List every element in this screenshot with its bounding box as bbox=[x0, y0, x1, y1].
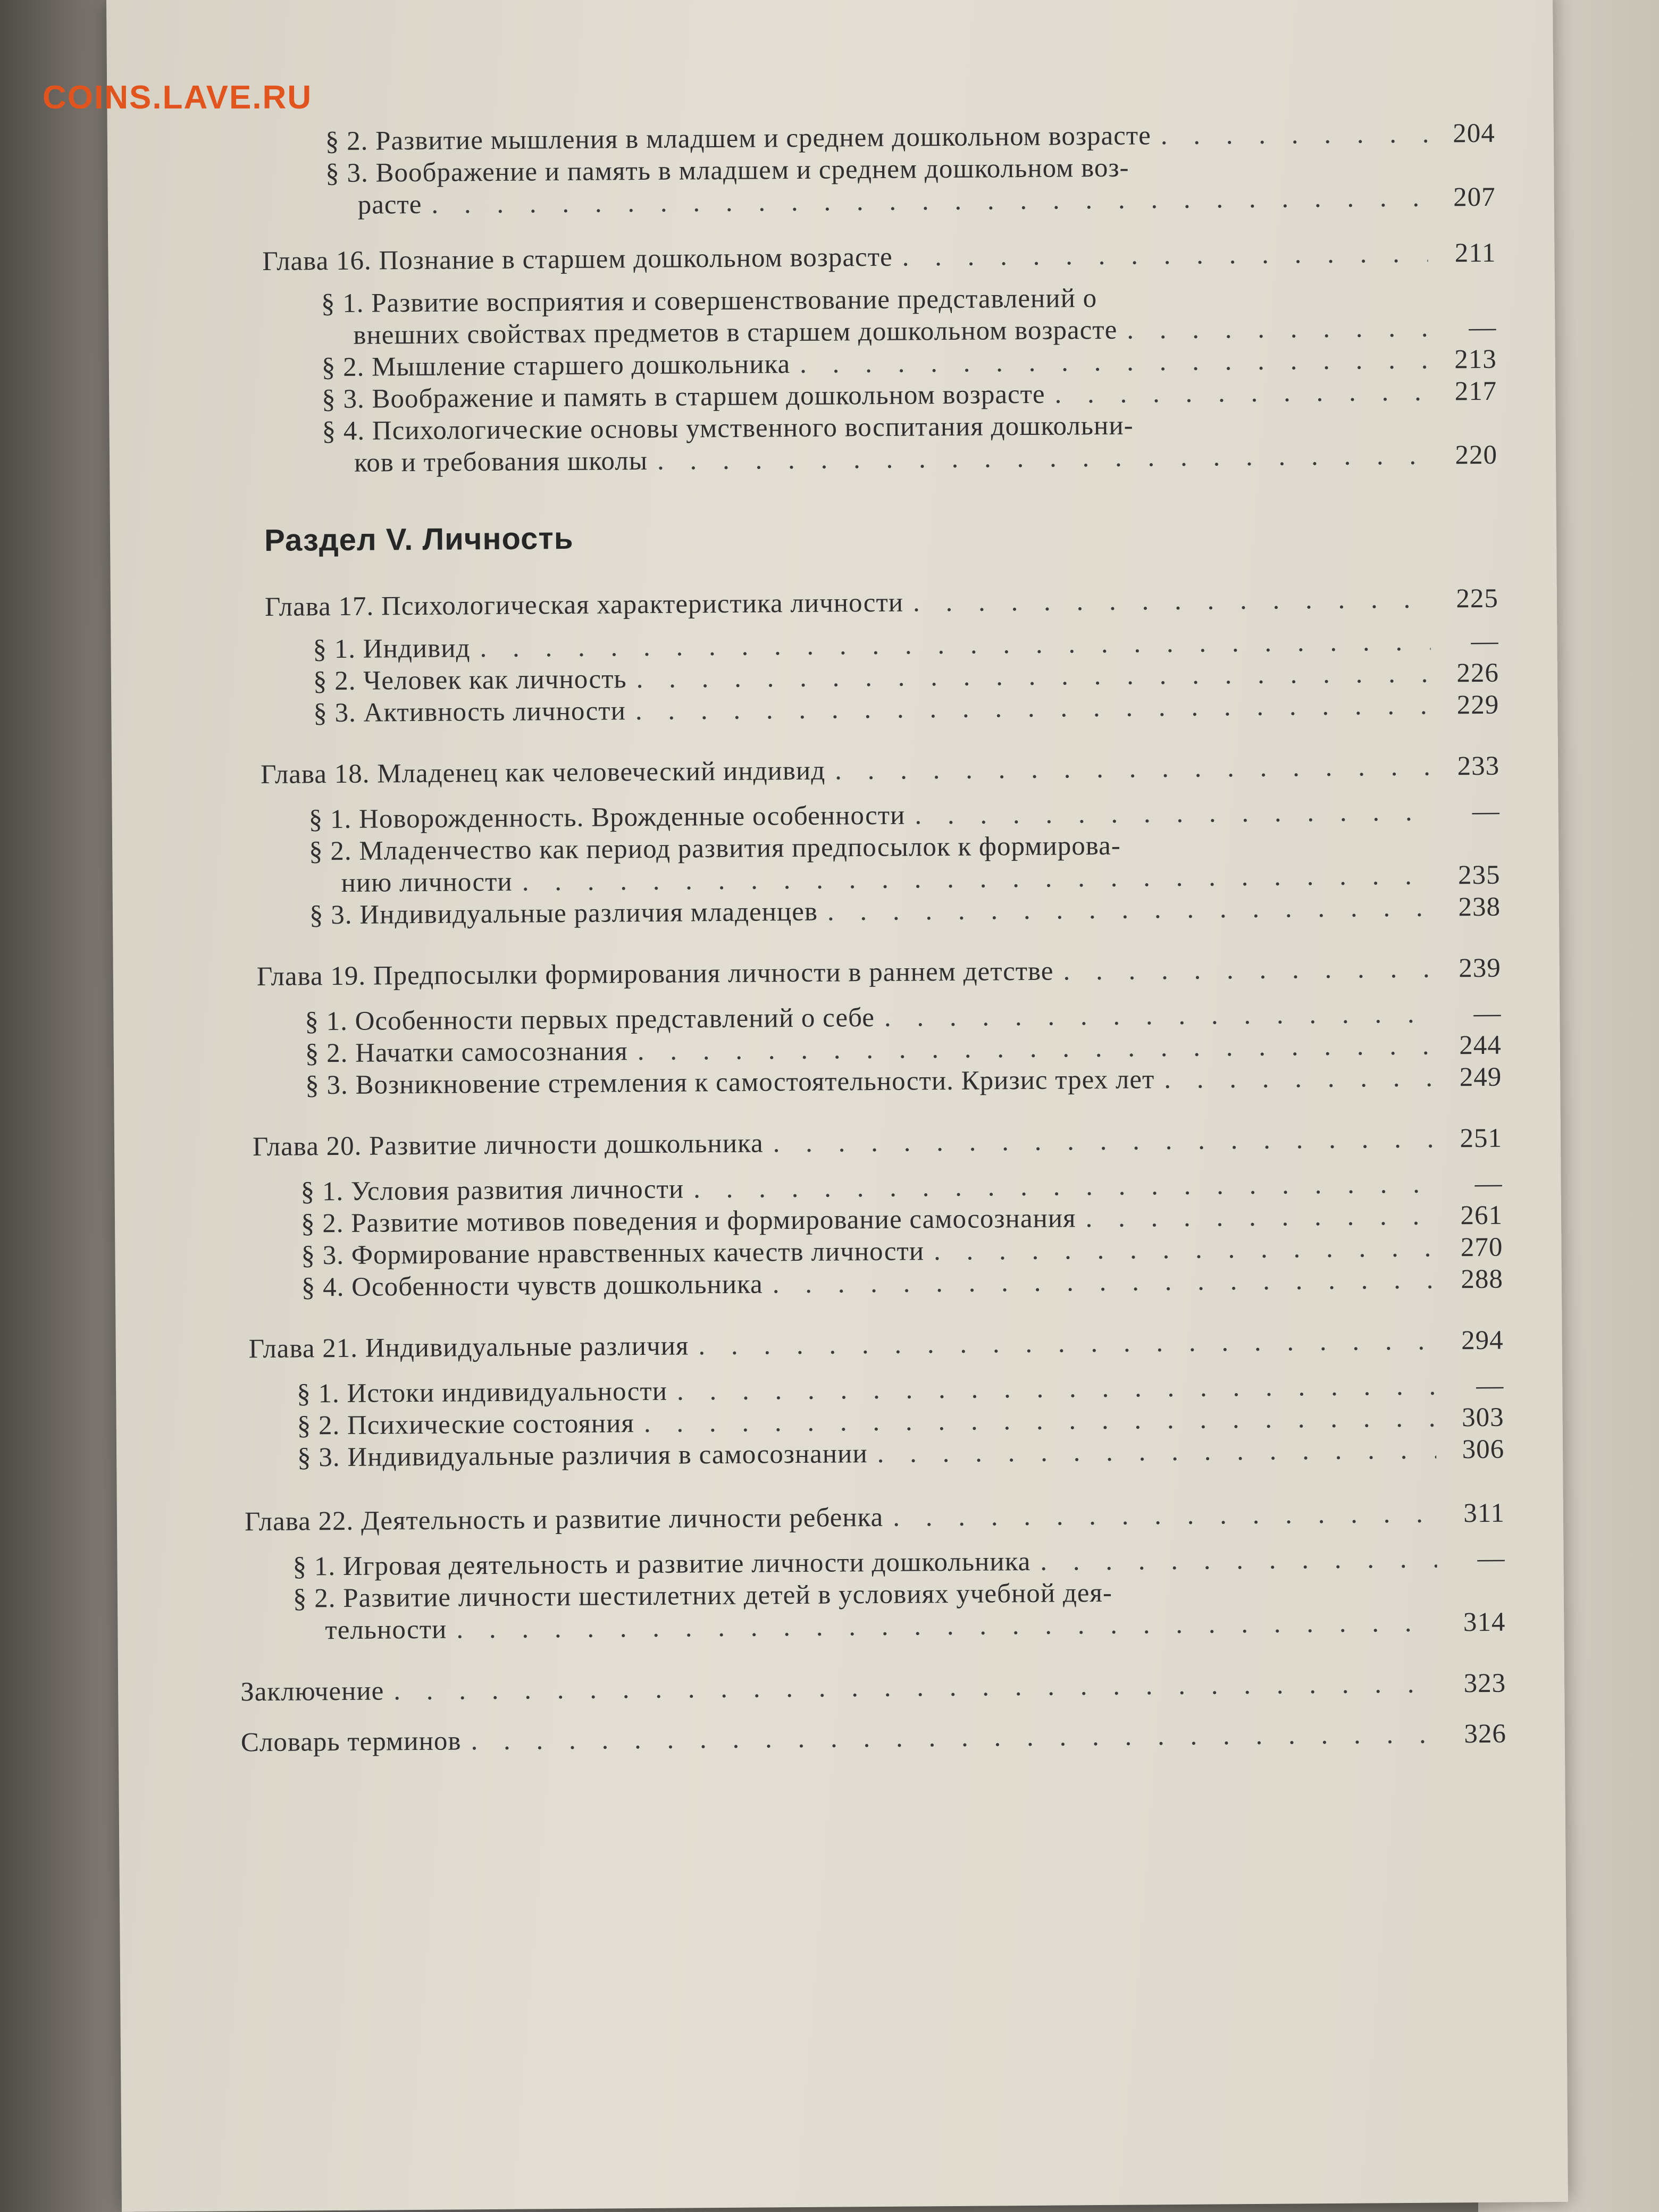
page-number: 233 bbox=[1457, 751, 1500, 782]
dot-leader bbox=[773, 1124, 1434, 1159]
page-number: 226 bbox=[1456, 658, 1499, 689]
dot-leader bbox=[915, 797, 1432, 831]
dot-leader bbox=[657, 440, 1429, 476]
paragraph-title-continuation: внешних свойствах предметов в старшем дошкольном возрасте bbox=[353, 315, 1118, 350]
dot-leader bbox=[635, 690, 1431, 726]
page-number: 314 bbox=[1463, 1607, 1506, 1638]
page-number: — bbox=[1471, 626, 1499, 657]
page-number: 207 bbox=[1453, 182, 1496, 213]
dot-leader bbox=[877, 1435, 1436, 1469]
page-number: 244 bbox=[1459, 1030, 1502, 1061]
toc-entry-chapter bbox=[257, 953, 1501, 992]
page-number: 229 bbox=[1456, 690, 1499, 720]
page-number: 311 bbox=[1463, 1498, 1505, 1529]
page-number: 303 bbox=[1461, 1402, 1504, 1433]
page-number: — bbox=[1474, 1168, 1503, 1199]
paragraph-title: § 3. Индивидуальные различия в самосознании bbox=[297, 1439, 868, 1473]
page-number: — bbox=[1469, 312, 1497, 343]
paragraph-title: § 3. Возникновение стремления к самостоятельности. Кризис трех лет bbox=[305, 1065, 1155, 1101]
dot-leader bbox=[913, 584, 1430, 618]
paragraph-title: § 3. Индивидуальные различия младенцев bbox=[309, 896, 818, 931]
page-number: 235 bbox=[1457, 860, 1501, 891]
paragraph-title-continuation: тельности bbox=[325, 1614, 447, 1646]
chapter-title: Глава 17. Психологическая характеристика личности bbox=[264, 588, 904, 622]
toc-entry-paragraph bbox=[309, 796, 1500, 835]
paragraph-title: § 2. Младенчество как период развития предпосылок к формирова- bbox=[308, 831, 1121, 867]
paragraph-title: § 2. Мышление старшего дошкольника bbox=[321, 349, 791, 383]
toc-entry-chapter bbox=[261, 751, 1499, 790]
toc-entry-chapter bbox=[262, 238, 1496, 277]
toc-entry-chapter bbox=[265, 583, 1498, 623]
page-number: 270 bbox=[1460, 1232, 1503, 1263]
section-title: Раздел V. Личность bbox=[264, 521, 574, 558]
page-number: 211 bbox=[1454, 238, 1496, 269]
dot-leader bbox=[1063, 953, 1433, 987]
appendix-title: Заключение bbox=[240, 1676, 384, 1707]
toc-entry-chapter bbox=[253, 1123, 1502, 1162]
dot-leader bbox=[1040, 1544, 1437, 1577]
paragraph-title: § 2. Психические состояния bbox=[297, 1409, 635, 1441]
dot-leader bbox=[835, 751, 1431, 786]
paragraph-title-continuation: расте bbox=[357, 189, 422, 220]
paragraph-title: § 1. Истоки индивидуальности bbox=[297, 1376, 668, 1409]
dot-leader bbox=[1127, 313, 1429, 346]
dot-leader bbox=[456, 1607, 1437, 1645]
page-number: — bbox=[1476, 1370, 1504, 1401]
dot-leader bbox=[827, 892, 1432, 927]
dot-leader bbox=[773, 1264, 1436, 1300]
paragraph-title: § 4. Особенности чувств дошкольника bbox=[301, 1269, 763, 1303]
toc-entry-paragraph bbox=[354, 440, 1497, 479]
toc-entry-paragraph bbox=[325, 118, 1495, 157]
page-number: — bbox=[1472, 796, 1500, 827]
paragraph-title: § 2. Развитие мышления в младшем и среднем дошкольном возрасте bbox=[325, 121, 1151, 157]
page-number: 326 bbox=[1464, 1719, 1507, 1749]
page-number: 204 bbox=[1453, 118, 1496, 149]
paragraph-title: § 4. Психологические основы умственного воспитания дошкольни- bbox=[322, 410, 1134, 447]
paragraph-title: § 1. Условия развития личности bbox=[300, 1174, 684, 1207]
appendix-title: Словарь терминов bbox=[240, 1726, 462, 1758]
paragraph-title: § 1. Особенности первых представлений о себе bbox=[305, 1002, 875, 1037]
chapter-title: Глава 22. Деятельность и развитие личности ребенка bbox=[244, 1502, 884, 1537]
chapter-title: Глава 20. Развитие личности дошкольника bbox=[252, 1128, 764, 1162]
dot-leader bbox=[393, 1669, 1438, 1707]
page-number: 261 bbox=[1460, 1200, 1503, 1231]
dot-leader bbox=[480, 626, 1430, 664]
dot-leader bbox=[893, 1498, 1437, 1533]
dot-leader bbox=[522, 860, 1432, 898]
paragraph-title-continuation: ков и требования школы bbox=[354, 446, 648, 478]
dot-leader bbox=[934, 1233, 1435, 1267]
toc-entry-chapter bbox=[245, 1498, 1505, 1538]
paragraph-title: § 1. Игровая деятельность и развитие личности дошкольника bbox=[292, 1546, 1031, 1582]
page-number: 251 bbox=[1460, 1123, 1503, 1154]
paragraph-title: § 2. Начатки самосознания bbox=[305, 1036, 628, 1069]
dot-leader bbox=[800, 345, 1429, 380]
dot-leader bbox=[1085, 1201, 1435, 1234]
page-number: 217 bbox=[1454, 376, 1497, 407]
page-number: — bbox=[1473, 998, 1502, 1029]
page-number: 213 bbox=[1454, 344, 1497, 375]
dot-leader bbox=[902, 238, 1428, 273]
dot-leader bbox=[644, 1403, 1436, 1439]
page-number: 220 bbox=[1455, 440, 1498, 471]
dot-leader bbox=[884, 999, 1434, 1033]
dot-leader bbox=[1164, 1062, 1434, 1095]
book-page bbox=[106, 0, 1568, 2212]
paragraph-title: § 3. Активность личности bbox=[313, 696, 626, 728]
toc-entry-appendix bbox=[240, 1668, 1506, 1708]
dot-leader bbox=[693, 1169, 1435, 1205]
chapter-title: Глава 16. Познание в старшем дошкольном возрасте bbox=[262, 242, 893, 276]
page-number: 306 bbox=[1462, 1434, 1505, 1465]
page-number: 288 bbox=[1461, 1264, 1504, 1295]
paragraph-title: § 1. Индивид bbox=[313, 633, 471, 665]
page-number: 294 bbox=[1461, 1325, 1504, 1356]
paragraph-title-continuation: нию личности bbox=[341, 867, 513, 898]
table-of-contents bbox=[106, 0, 1568, 2212]
dot-leader bbox=[1054, 376, 1429, 410]
paragraph-title: § 3. Формирование нравственных качеств личности bbox=[301, 1236, 925, 1271]
chapter-title: Глава 18. Младенец как человеческий индивид bbox=[260, 756, 826, 790]
watermark: COINS.LAVE.RU bbox=[43, 79, 313, 116]
page-number: — bbox=[1477, 1543, 1505, 1574]
dot-leader bbox=[677, 1371, 1436, 1407]
paragraph-title: § 1. Новорожденность. Врожденные особенности bbox=[308, 800, 906, 835]
dot-leader bbox=[471, 1719, 1438, 1757]
page-number: 238 bbox=[1458, 892, 1501, 923]
page-number: 225 bbox=[1456, 583, 1499, 614]
paragraph-title: § 3. Воображение и память в младшем и среднем дошкольном воз- bbox=[325, 153, 1129, 189]
toc-entry-appendix bbox=[241, 1719, 1506, 1758]
paragraph-title: § 1. Развитие восприятия и совершенствование представлений о bbox=[321, 283, 1097, 319]
chapter-title: Глава 21. Индивидуальные различия bbox=[248, 1331, 689, 1364]
toc-entry-chapter bbox=[249, 1325, 1504, 1364]
dot-leader bbox=[636, 658, 1431, 694]
chapter-title: Глава 19. Предпосылки формирования личности в раннем детстве bbox=[256, 956, 1054, 992]
paragraph-title: § 3. Воображение и память в старшем дошкольном возрасте bbox=[322, 379, 1045, 415]
toc-entry-paragraph bbox=[358, 182, 1496, 221]
dot-leader bbox=[698, 1326, 1436, 1362]
page-number: 239 bbox=[1459, 953, 1501, 984]
dot-leader bbox=[431, 182, 1428, 220]
paragraph-title: § 2. Человек как личность bbox=[313, 664, 627, 697]
page-number: 323 bbox=[1463, 1668, 1506, 1699]
dot-leader bbox=[638, 1030, 1434, 1067]
paragraph-title: § 2. Развитие личности шестилетних детей в условиях учебной дея- bbox=[292, 1578, 1113, 1614]
paragraph-title: § 2. Развитие мотивов поведения и формирование самосознания bbox=[300, 1203, 1076, 1239]
toc-entry-paragraph bbox=[292, 1543, 1505, 1582]
dot-leader bbox=[1161, 119, 1427, 151]
page-number: 249 bbox=[1459, 1062, 1502, 1093]
